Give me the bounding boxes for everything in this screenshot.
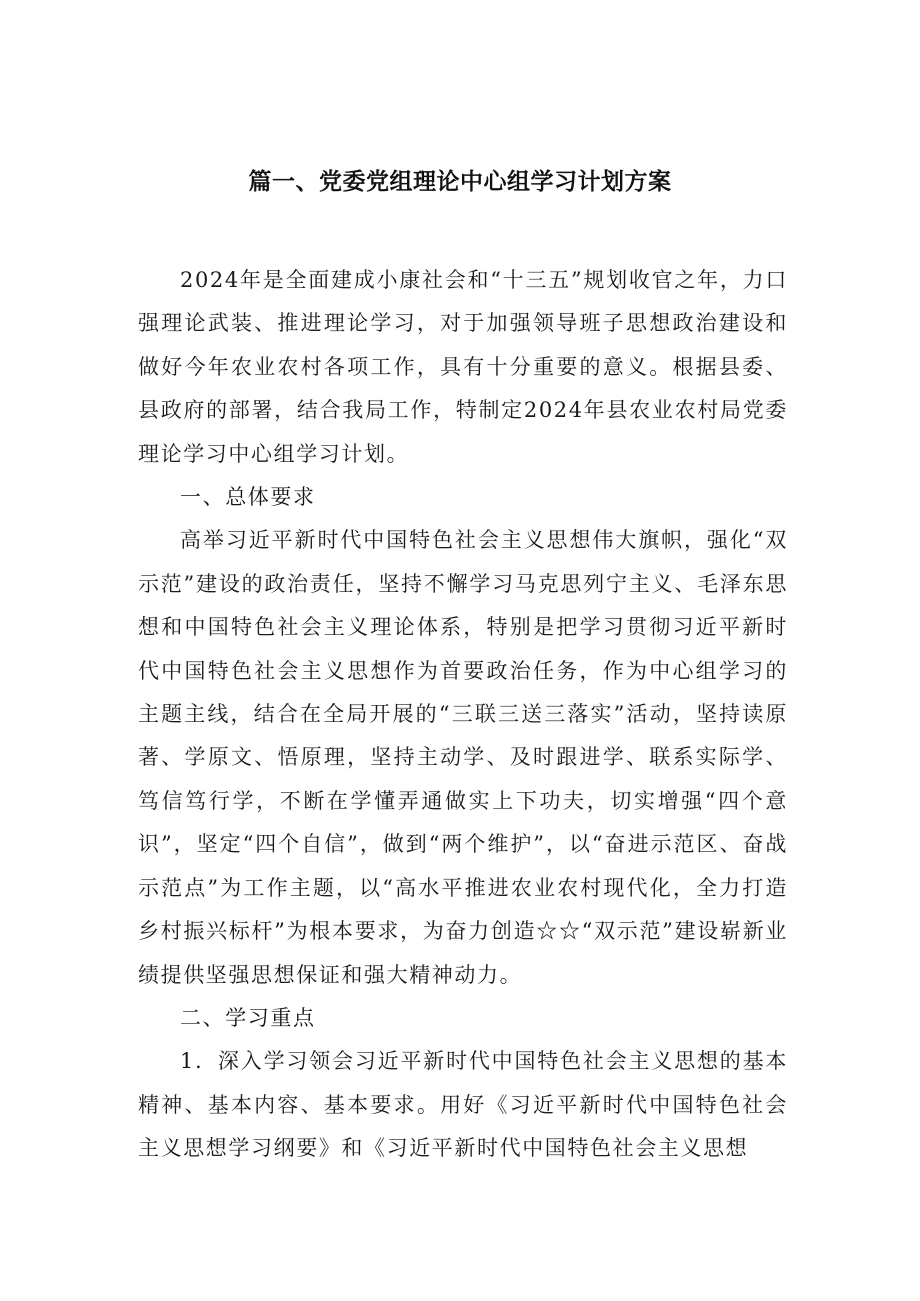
section-heading-study-focus: 二、学习重点 (180, 1005, 316, 1030)
section-heading-general-requirements: 一、总体要求 (180, 485, 316, 510)
document-title: 篇一、党委党组理论中心组学习计划方案 (248, 169, 672, 195)
intro-paragraph: 2024年是全面建成小康社会和“十三五”规划收官之年，力口强理论武装、推进理论学习，对于加强领导班子思想政治建设和做好今年农业农村各项工作，具有十分重要的意义。根据县委、县政府的部署，结合我局工作，特制定2024年县农业农村局党委理论学习中心组学习计划。 (138, 268, 788, 466)
study-focus-item-1: 1．深入学习领会习近平新时代中国特色社会主义思想的基本精神、基本内容、基本要求。用好《习近平新时代中国特色社会主义思想学习纲要》和《习近平新时代中国特色社会主义思想 (138, 1049, 788, 1161)
general-requirements-paragraph: 高举习近平新时代中国特色社会主义思想伟大旗帜，强化“双示范”建设的政治责任，坚持不懈学习马克思列宁主义、毛泽东思想和中国特色社会主义理论体系，特别是把学习贯彻习近平新时代中国特色社会主义思想作为首要政治任务，作为中心组学习的主题主线，结合在全局开展的“三联三送三落实”活动，坚持读原著、学原文、悟原理，坚持主动学、及时跟进学、联系实际学、笃信笃行学，不断在学懂弄通做实上下功夫，切实增强“四个意识”，坚定“四个自信”，做到“两个维护”，以“奋进示范区、奋战示范点”为工作主题，以“高水平推进农业农村现代化，全力打造乡村振兴标杆”为根本要求，为奋力创造☆☆“双示范”建设崭新业绩提供坚强思想保证和强大精神动力。 (138, 528, 788, 987)
document-body (138, 259, 788, 1171)
